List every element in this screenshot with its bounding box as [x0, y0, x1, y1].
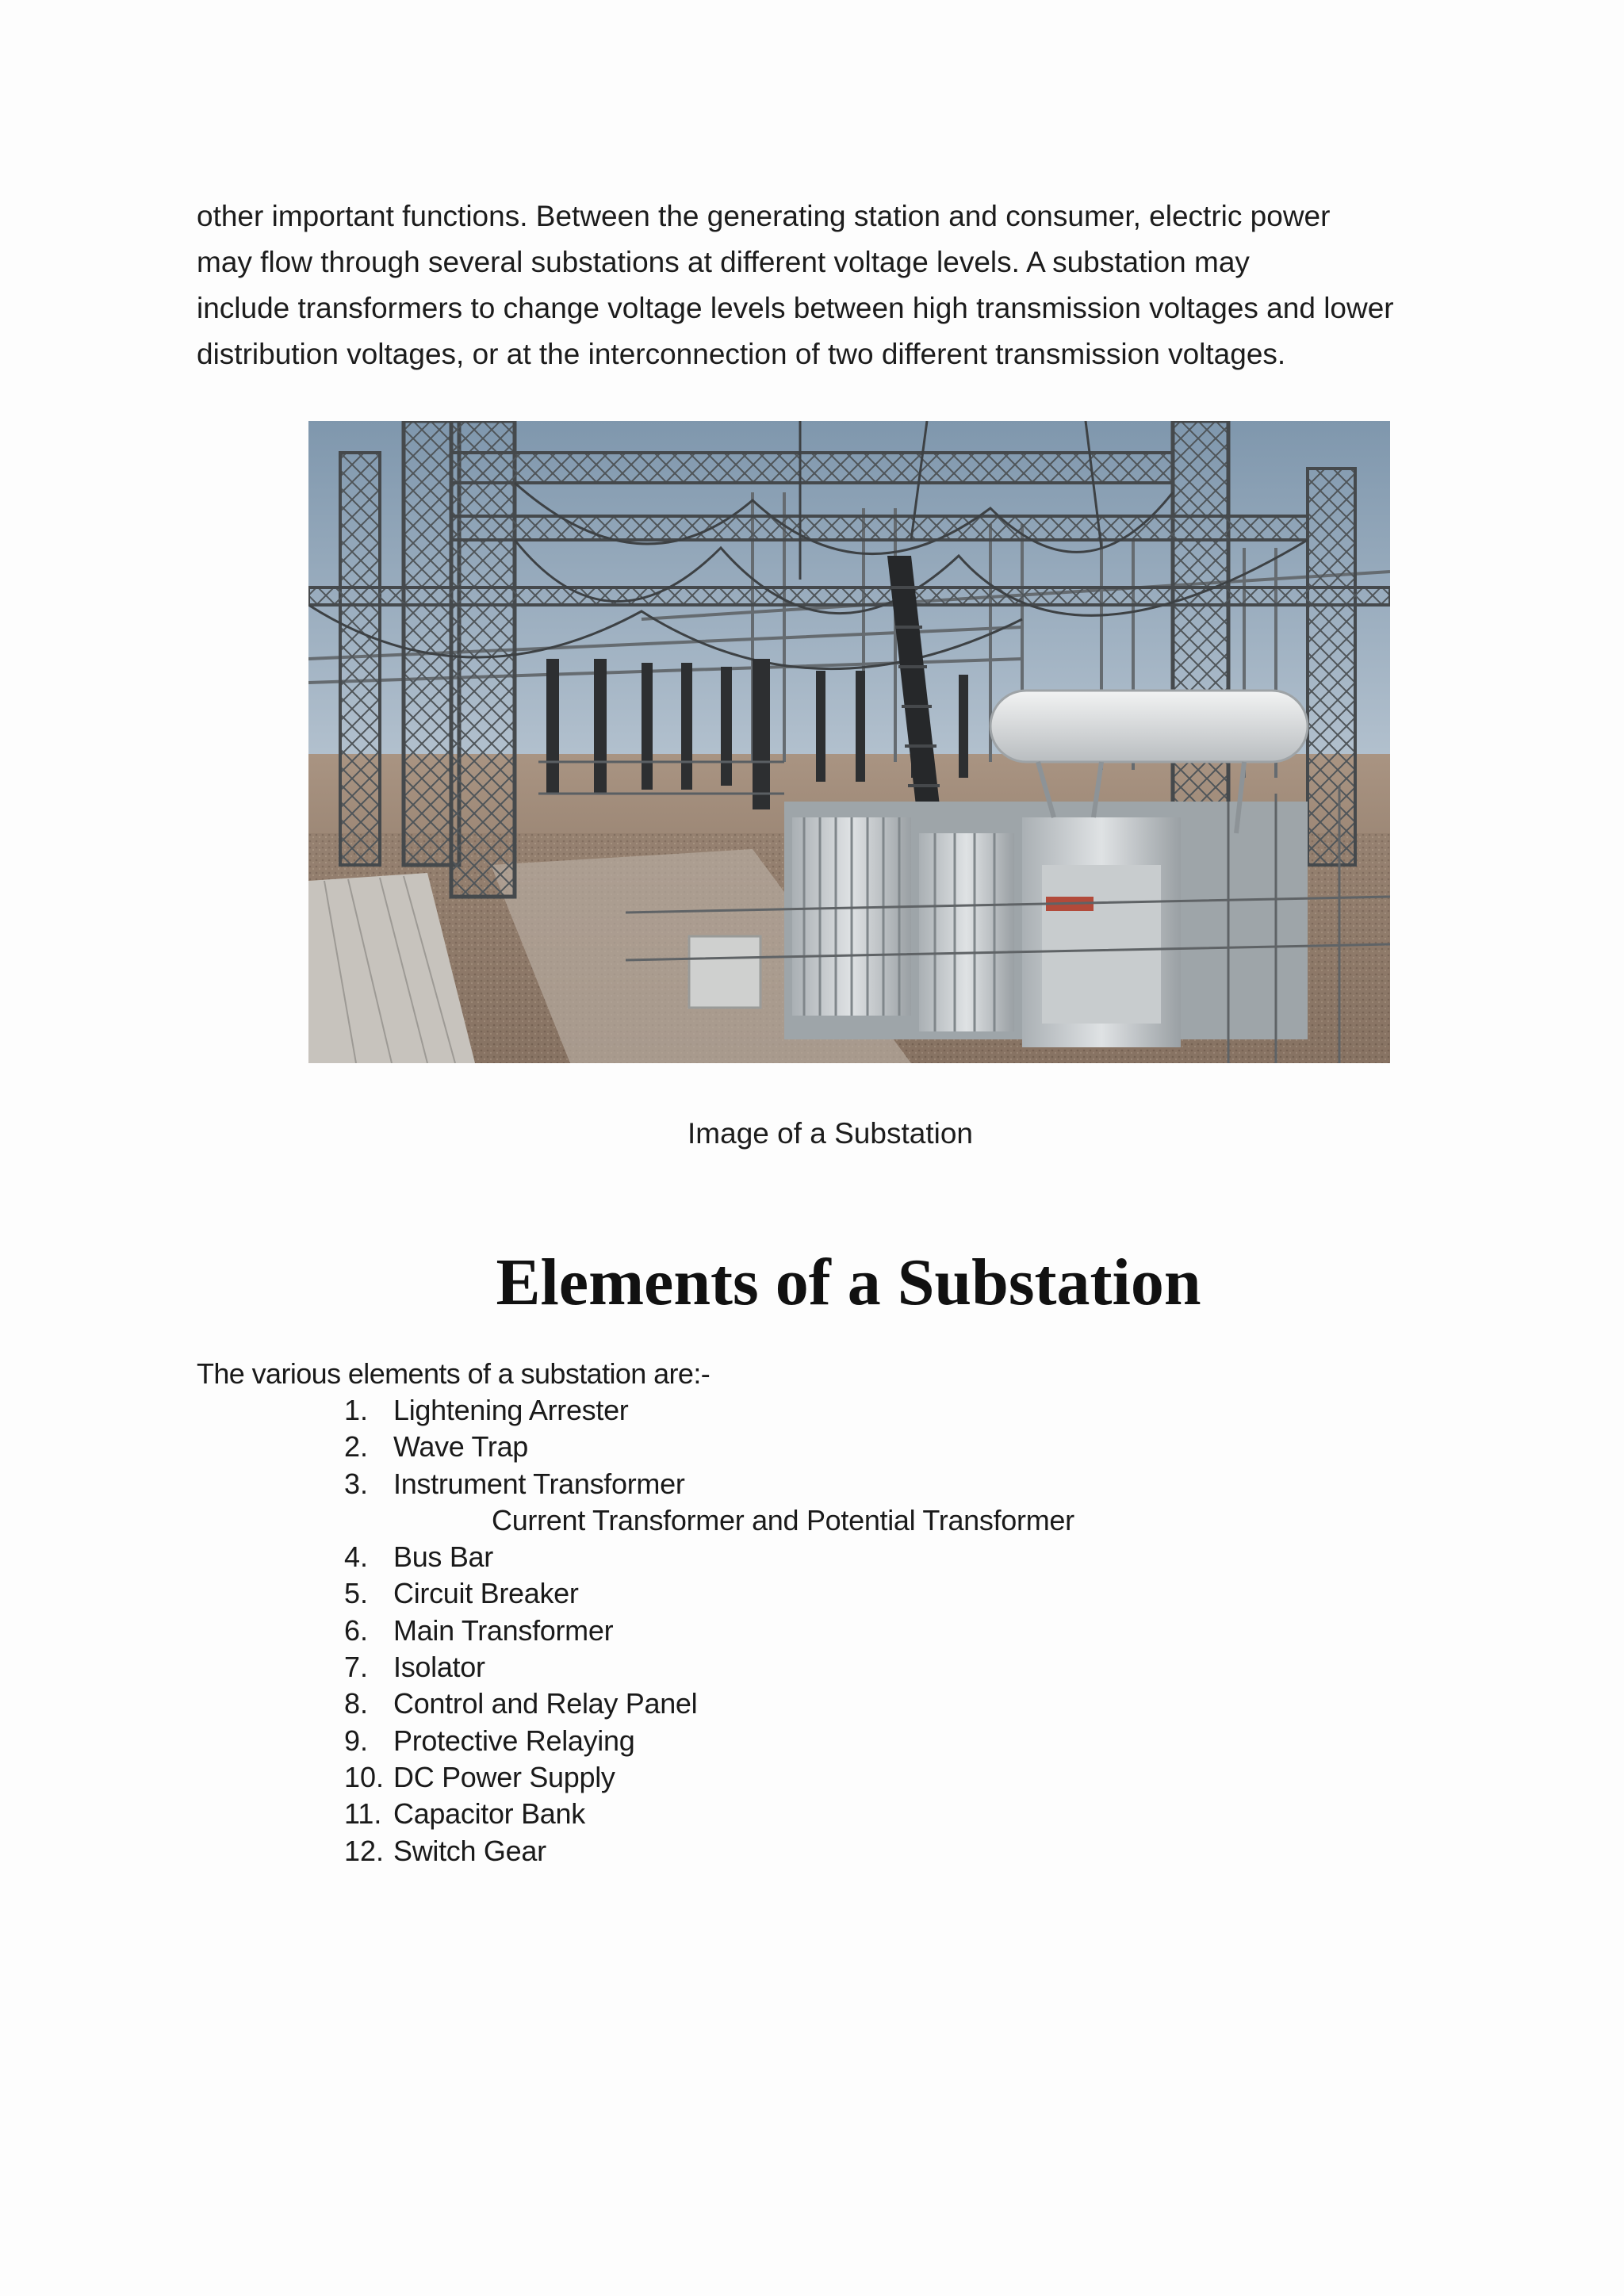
item-number: 12.	[344, 1834, 385, 1867]
item-number: 9.	[344, 1724, 369, 1757]
item-number: 1.	[344, 1394, 369, 1426]
item-number: 10.	[344, 1760, 385, 1793]
item-label: Wave Trap	[393, 1430, 529, 1464]
list-intro: The various elements of a substation are:-	[197, 1357, 710, 1390]
item-label: Lightening Arrester	[393, 1394, 629, 1426]
item-label: Capacitor Bank	[393, 1797, 585, 1831]
item-label: Main Transformer	[393, 1613, 614, 1647]
item-number: 5.	[344, 1577, 369, 1610]
item-label: DC Power Supply	[393, 1760, 615, 1793]
item-label: Protective Relaying	[393, 1724, 635, 1757]
item-label: Bus Bar	[393, 1540, 493, 1574]
substation-photo	[308, 421, 1390, 1063]
item-number: 3.	[344, 1467, 369, 1500]
item-number: 11.	[344, 1797, 382, 1831]
item-label: Instrument Transformer	[393, 1467, 685, 1500]
intro-paragraph	[197, 193, 1434, 377]
item-number: 2.	[344, 1430, 369, 1464]
intro-line: distribution voltages, or at the interconnection of two different transmission voltages.	[197, 338, 1286, 370]
intro-line: may flow through several substations at different voltage levels. A substation may	[197, 246, 1250, 278]
intro-line: other important functions. Between the generating station and consumer, electric power	[197, 200, 1331, 232]
figure-caption: Image of a Substation	[688, 1117, 973, 1150]
item-number: 6.	[344, 1613, 369, 1647]
item-label: Isolator	[393, 1651, 485, 1684]
section-heading: Elements of a Substation	[496, 1246, 1201, 1319]
item-label: Circuit Breaker	[393, 1577, 579, 1610]
item-label: Switch Gear	[393, 1834, 546, 1867]
item-number: 8.	[344, 1687, 369, 1720]
item-label: Control and Relay Panel	[393, 1687, 698, 1720]
item-number: 7.	[344, 1651, 369, 1684]
item-label: Current Transformer and Potential Transformer	[492, 1503, 1074, 1536]
item-number: 4.	[344, 1540, 369, 1574]
intro-line: include transformers to change voltage levels between high transmission voltages and lower	[197, 292, 1394, 324]
